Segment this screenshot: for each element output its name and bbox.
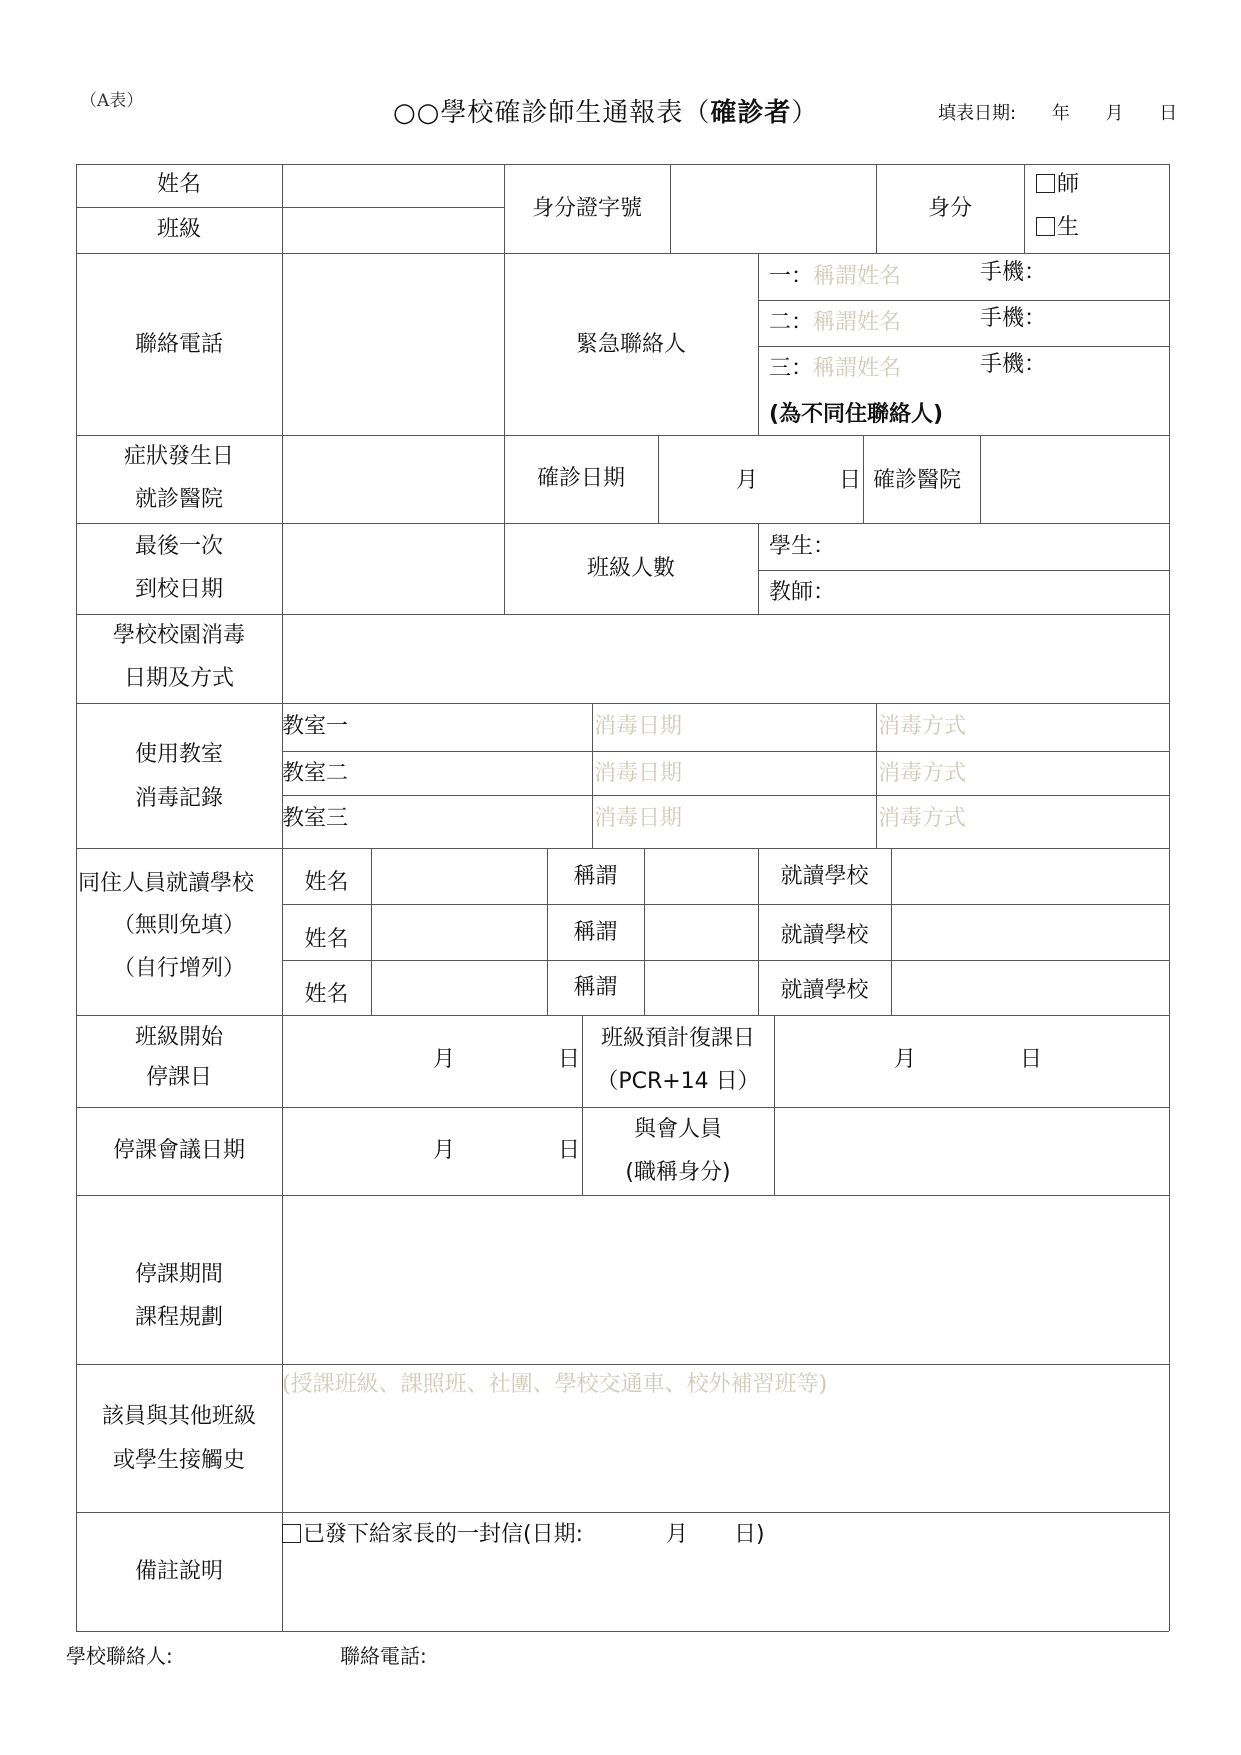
ec-1-name-hint: 稱謂姓名 — [813, 264, 902, 289]
school-contact-label: 學校聯絡人: — [66, 1644, 173, 1668]
last-school-label-1: 最後一次 — [134, 534, 223, 559]
table-rule — [863, 435, 864, 523]
identity-student-option[interactable] — [1036, 207, 1079, 249]
classroom-2-method-hint: 消毒方式 — [878, 761, 967, 786]
household-1-title-label: 稱謂 — [573, 864, 618, 889]
fill-date-label: 填表日期: — [938, 103, 1017, 124]
household-1-name-label: 姓名 — [304, 870, 349, 895]
table-rule — [76, 848, 1169, 849]
table-rule — [76, 207, 504, 208]
table-rule — [758, 300, 1169, 301]
school-phone-label: 聯絡電話: — [340, 1644, 427, 1668]
table-rule — [282, 795, 1169, 796]
emergency-contact-2 — [769, 302, 901, 344]
table-rule — [774, 1015, 775, 1195]
confirm-month-label: 月 — [736, 468, 759, 493]
fill-day: 日 — [1159, 103, 1178, 124]
household-1-school-label: 就讀學校 — [780, 864, 869, 889]
ec-3-mobile-label: 手機： — [980, 352, 1047, 377]
form-title — [393, 92, 818, 129]
classroom-2-label: 教室二 — [282, 761, 349, 786]
household-3-school-label: 就讀學校 — [780, 978, 869, 1003]
remarks-label: 備註說明 — [134, 1559, 223, 1584]
meeting-date-label: 停課會議日期 — [112, 1138, 245, 1163]
suspend-start-label-1: 班級開始 — [134, 1025, 223, 1050]
contact-history-label-1: 該員與其他班級 — [101, 1404, 256, 1429]
table-rule — [670, 164, 671, 253]
identity-label: 身分 — [927, 196, 972, 221]
table-rule — [1169, 164, 1170, 1631]
meeting-month: 月 — [433, 1138, 456, 1163]
contact-phone-label: 聯絡電話 — [134, 332, 223, 357]
ec-2-prefix: 二： — [769, 310, 814, 335]
class-label: 班級 — [156, 217, 201, 242]
last-school-label-2: 到校日期 — [134, 577, 223, 602]
suspend-start-day: 日 — [558, 1047, 581, 1072]
symptom-date-label: 症狀發生日 — [123, 444, 234, 469]
parent-letter-month: 月 — [666, 1522, 689, 1547]
classroom-1-method-hint: 消毒方式 — [878, 714, 967, 739]
name-label: 姓名 — [156, 172, 201, 197]
emergency-contact-3 — [769, 348, 901, 390]
ec-3-name-hint: 稱謂姓名 — [813, 356, 902, 381]
attendees-label-1: 與會人員 — [633, 1117, 722, 1142]
identity-teacher-option[interactable] — [1036, 164, 1079, 206]
table-rule — [758, 253, 759, 435]
emergency-contact-1 — [769, 256, 901, 298]
table-rule — [876, 703, 877, 848]
emergency-contact-note: (為不同住聯絡人) — [769, 402, 944, 427]
table-rule — [76, 1015, 1169, 1016]
title-end: ） — [791, 98, 819, 128]
title-bold: 確診者 — [710, 98, 792, 128]
attendees-label-2: (職稱身分) — [625, 1160, 731, 1185]
classroom-1-label: 教室一 — [282, 714, 349, 739]
clinic-label: 就診醫院 — [134, 487, 223, 512]
parent-letter-text: 已發下給家長的一封信(日期: — [303, 1522, 583, 1547]
household-3-name-label: 姓名 — [304, 982, 349, 1007]
resume-label-2: （PCR+14 日） — [596, 1069, 760, 1094]
confirm-day-label: 日 — [839, 468, 862, 493]
table-rule — [76, 1195, 1169, 1196]
table-rule — [282, 904, 1169, 905]
suspend-start-month: 月 — [433, 1047, 456, 1072]
household-label-3: （自行增列） — [112, 956, 245, 981]
ec-1-prefix: 一： — [769, 264, 814, 289]
household-label-2: （無則免填） — [112, 913, 245, 938]
table-rule — [644, 848, 645, 1015]
room-disinfect-label-2: 消毒記錄 — [134, 786, 223, 811]
parent-letter-day: 日) — [734, 1522, 765, 1547]
report-form-table — [76, 164, 1169, 1632]
ec-2-mobile-label: 手機： — [980, 306, 1047, 331]
resume-month: 月 — [894, 1047, 917, 1072]
suspend-start-label-2: 停課日 — [145, 1065, 212, 1090]
classroom-3-label: 教室三 — [282, 806, 349, 831]
resume-label-1: 班級預計復課日 — [600, 1026, 755, 1051]
students-count-label: 學生： — [769, 534, 836, 559]
ec-1-mobile-label: 手機： — [980, 260, 1047, 285]
table-rule — [980, 435, 981, 523]
confirm-date-label: 確診日期 — [536, 466, 625, 491]
household-3-title-label: 稱謂 — [573, 975, 618, 1000]
classroom-3-method-hint: 消毒方式 — [878, 806, 967, 831]
table-rule — [758, 570, 1169, 571]
classroom-1-date-hint: 消毒日期 — [594, 714, 683, 739]
fill-date — [938, 99, 1177, 125]
form-code-label: （A表） — [80, 91, 144, 111]
contact-history-label-2: 或學生接觸史 — [112, 1448, 245, 1473]
household-2-name-label: 姓名 — [304, 927, 349, 952]
ec-3-prefix: 三： — [769, 356, 814, 381]
checkbox-icon[interactable] — [1036, 217, 1055, 236]
table-rule — [76, 703, 1169, 704]
teachers-count-label: 教師： — [769, 580, 836, 605]
checkbox-icon[interactable] — [282, 1524, 301, 1543]
table-rule — [76, 523, 1169, 524]
emergency-contact-label: 緊急聯絡人 — [575, 332, 686, 357]
contact-history-hint: (授課班級、課照班、社團、學校交通車、校外補習班等) — [282, 1372, 828, 1397]
course-plan-label-2: 課程規劃 — [134, 1305, 223, 1330]
campus-disinfect-label-1: 學校校園消毒 — [112, 623, 245, 648]
room-disinfect-label-1: 使用教室 — [134, 742, 223, 767]
table-rule — [1024, 164, 1025, 253]
fill-year: 年 — [1051, 103, 1070, 124]
table-rule — [76, 1512, 1169, 1513]
table-rule — [758, 346, 1169, 347]
campus-disinfect-label-2: 日期及方式 — [123, 666, 234, 691]
classroom-3-date-hint: 消毒日期 — [594, 806, 683, 831]
household-label-1: 同住人員就讀學校 — [78, 871, 255, 896]
household-2-school-label: 就讀學校 — [780, 923, 869, 948]
table-rule — [758, 523, 759, 614]
table-rule — [76, 1107, 1169, 1108]
table-rule — [371, 848, 372, 1015]
class-count-label: 班級人數 — [586, 556, 675, 581]
table-rule — [76, 1631, 1169, 1632]
identity-student-label: 生 — [1057, 215, 1080, 240]
fill-month: 月 — [1105, 103, 1124, 124]
meeting-day: 日 — [558, 1138, 581, 1163]
title-main: ○○學校確診師生通報表（ — [393, 98, 711, 128]
id-number-label: 身分證字號 — [531, 196, 642, 221]
parent-letter-option[interactable] — [282, 1514, 583, 1556]
resume-day: 日 — [1020, 1047, 1043, 1072]
table-rule — [658, 435, 659, 523]
ec-2-name-hint: 稱謂姓名 — [813, 310, 902, 335]
table-rule — [592, 703, 593, 848]
classroom-2-date-hint: 消毒日期 — [594, 761, 683, 786]
household-2-title-label: 稱謂 — [573, 920, 618, 945]
course-plan-label-1: 停課期間 — [134, 1262, 223, 1287]
checkbox-icon[interactable] — [1036, 174, 1055, 193]
identity-teacher-label: 師 — [1057, 172, 1080, 197]
table-rule — [282, 751, 1169, 752]
table-rule — [282, 960, 1169, 961]
table-rule — [891, 848, 892, 1015]
confirm-hospital-label: 確診醫院 — [873, 468, 962, 493]
